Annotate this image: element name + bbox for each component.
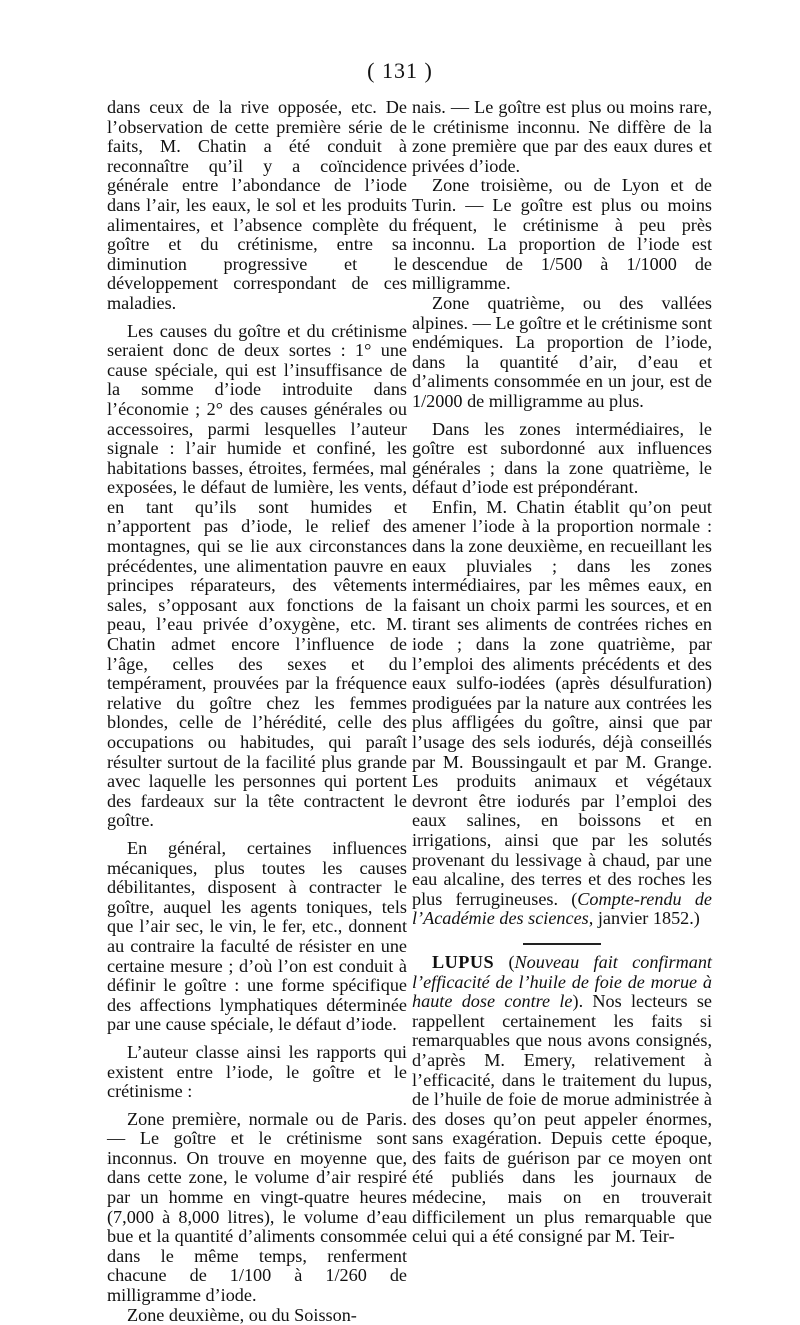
paragraph: Zone deuxième, ou du Soisson- — [127, 1304, 357, 1325]
source-citation: Compte-rendu de l’Académie des sciences, — [412, 888, 712, 929]
paragraph: Zone première, normale ou de Paris. — Le goître et le crétinisme sont inconnus. On trouve en moyenne que, dans cette zone, le volume d’air respiré par un homme en vingt-quatre heures (7,000 à 8,000 litres), le volume d’eau bue et la quantité d’aliments consommée dans le même temps, renferment chacune de 1/100 à 1/260 de milligramme d’iode. — [107, 1108, 407, 1306]
lupus-article — [412, 953, 712, 1247]
paragraph-text: ). Nos lecteurs se rappellent certainement les faits si remarquables que nous avons consignés, d’après M. Emery, relativement à l’efficacité, dans le traitement du lupus, de l’huile de foie de morue administrée à des doses qu’on peut appeler énormes, sans exagération. Depuis cette époque, des faits de guérison par ce moyen ont été publiés dans les journaux de médecine, mais on en trouverait difficilement un plus remarquable que celui qui a été consigné par M. Teir- — [412, 991, 712, 1247]
paragraph: En général, certaines influences mécaniques, plus toutes les causes débilitantes, disposent à contracter le goître, auquel les agents toniques, tels que l’air sec, le vin, le fer, etc., donnent au contraire la faculté de résister en une certaine mesure ; d’où l’on est conduit à définir le goître : une forme spécifique des affections lymphatiques déterminée par une cause spéciale, le défaut d’iode. — [107, 837, 407, 1035]
paragraph-text: Enfin, M. Chatin établit qu’on peut amener l’iode à la proportion normale : dans la zone deuxième, en recueillant les eaux pluviales ; dans les zones intermédiaires, par les mêmes eaux, en faisant un choix parmi les sources, et en tirant ses aliments de contrées riches en iode ; dans la zone quatrième, par l’emploi des aliments précédents et des eaux sulfo-iodées (après désulfuration) prodiguées par la nature aux contrées les plus affligées du goître, ainsi que par l’usage des sels iodurés, déjà conseillés par M. Boussingault et par M. Grange. Les produits animaux et végétaux devront être iodurés par l’emploi des eaux salines, en boissons et en irrigations, ainsi que par les solutés provenant du lessivage à chaud, par une eau alcaline, des terres et des roches les plus ferrugineuses. ( — [412, 496, 712, 909]
left-column — [107, 98, 407, 1325]
page-number: ( 131 ) — [367, 58, 433, 83]
right-column — [412, 98, 712, 1247]
paragraph: dans ceux de la rive opposée, etc. De l’observation de cette première série de faits, M. Chatin a été conduit à reconnaître qu’il y a coïncidence générale entre l’abondance de l’iode dans l’air, les eaux, le sol et les produits alimentaires, et l’absence complète du goître et du crétinisme, entre sa diminution progressive et le développement correspondant de ces maladies. — [107, 97, 407, 313]
paragraph: Zone troisième, ou de Lyon et de Turin. — Le goître est plus ou moins fréquent, le crétinisme à peu près inconnu. La proportion de l’iode est descendue de 1/500 à 1/1000 de milligramme. — [412, 175, 712, 294]
paragraph: Zone quatrième, ou des vallées alpines. — Le goître et le crétinisme sont endémiques. La proportion de l’iode, dans la quantité d’air, d’eau et d’aliments consommée en un jour, est de 1/2000 de milligramme au plus. — [412, 292, 713, 411]
paragraph: Dans les zones intermédiaires, le goître est subordonné aux influences générales ; dans la zone quatrième, le défaut d’iode est prépondérant. — [412, 418, 712, 498]
article-title: LUPUS — [432, 951, 495, 972]
paragraph-text: ( — [494, 951, 515, 972]
paragraph: L’auteur classe ainsi les rapports qui existent entre l’iode, le goître et le crétinisme : — [107, 1041, 407, 1102]
paragraph: Les causes du goître et du crétinisme seraient donc de deux sortes : 1° une cause spéciale, qui est l’insuffisance de la somme d’iode introduite dans l’économie ; 2° des causes générales ou accessoires, parmi lesquelles l’auteur signale : l’air humide et confiné, les habitations basses, étroites, fermées, mal exposées, le défaut de lumière, les vents, en tant qu’ils sont humides et n’apportent pas d’iode, le relief des montagnes, qui se lie aux circonstances précédentes, une alimentation pauvre en principes réparateurs, des vêtements sales, s’opposant aux fonctions de la peau, l’eau privée d’oxygène, etc. M. Chatin admet encore l’influence de l’âge, celles des sexes et du tempérament, prouvées par la fréquence relative du goître chez les femmes blondes, celle de l’hérédité, celle des occupations ou habitudes, qui paraît résulter surtout de la facilité plus grande avec laquelle les personnes qui portent des fardeaux sur la tête contractent le goître. — [107, 320, 407, 831]
paragraph: nais. — Le goître est plus ou moins rare, le crétinisme inconnu. Ne diffère de la zone première que par des eaux dures et privées d’iode. — [412, 97, 712, 176]
article-subtitle: Nouveau fait confirmant l’efficacité de l’huile de foie de morue à haute dose contre le — [412, 951, 712, 1012]
section-divider — [523, 943, 601, 945]
paragraph — [412, 498, 712, 929]
paragraph-text: janvier 1852.) — [593, 908, 700, 929]
